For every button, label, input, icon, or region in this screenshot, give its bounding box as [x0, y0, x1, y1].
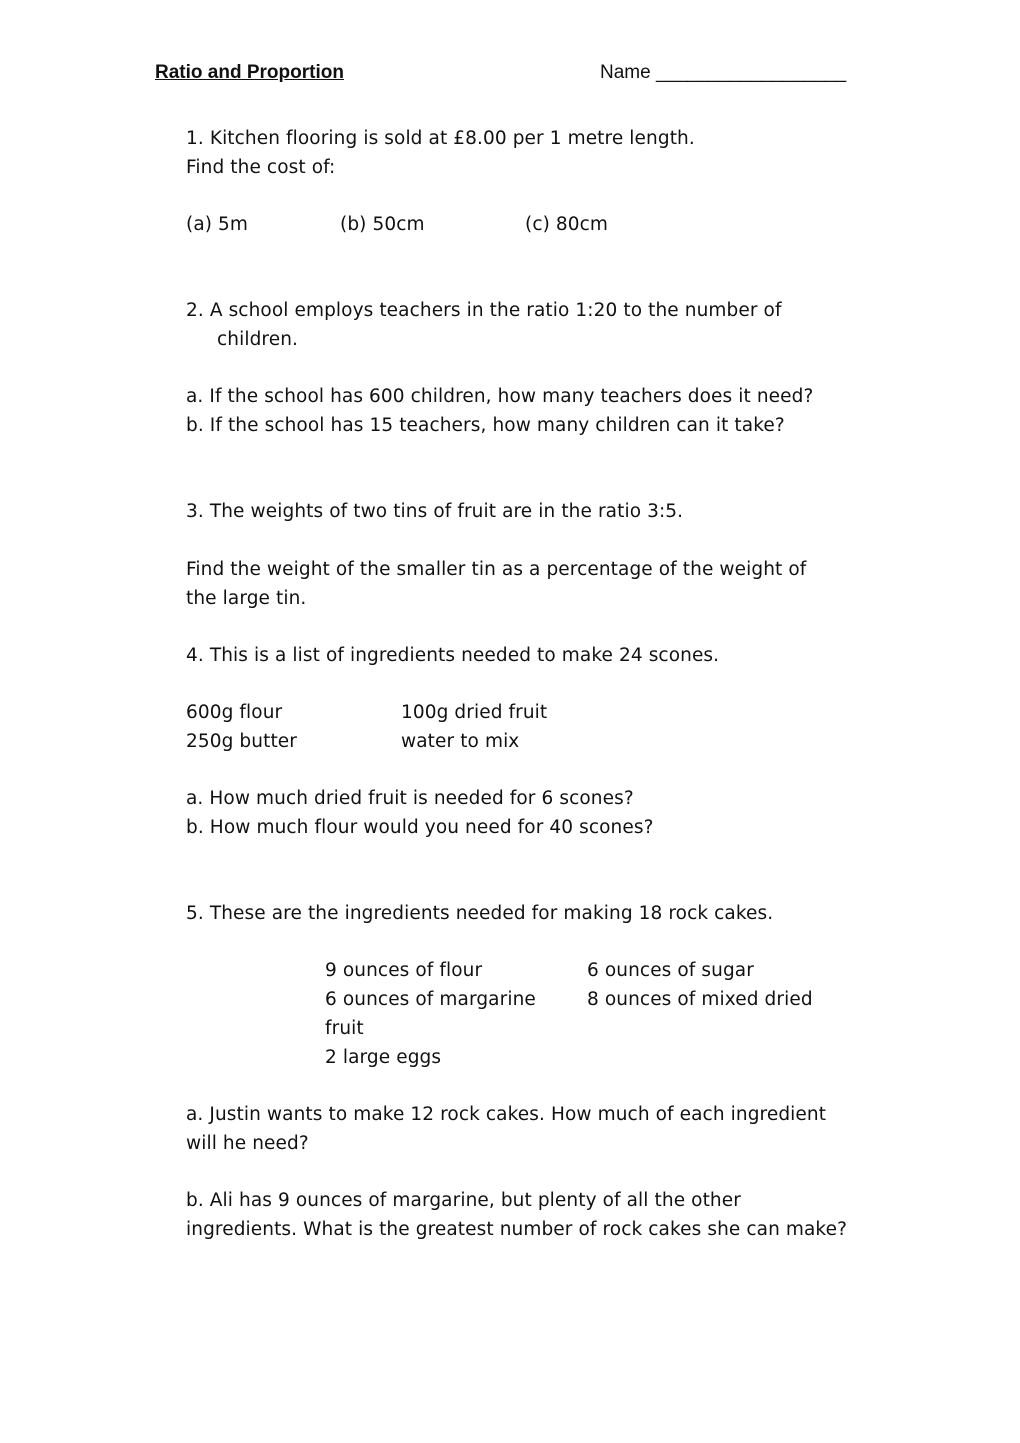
name-field[interactable]: Name __________________: [600, 62, 847, 83]
q3-text: 3. The weights of two tins of fruit are in the ratio 3:5.: [186, 501, 684, 522]
q1-part-b: (b) 50cm: [340, 214, 425, 235]
q3-prompt: Find the weight of the smaller tin as a percentage of the weight of: [186, 559, 807, 580]
q5-text: 5. These are the ingredients needed for making 18 rock cakes.: [186, 903, 774, 924]
q1-part-c: (c) 80cm: [525, 214, 609, 235]
q2-part-a: a. If the school has 600 children, how many teachers does it need?: [186, 386, 814, 407]
q5-ingredient: 9 ounces of flour: [325, 960, 483, 981]
q4-part-b: b. How much flour would you need for 40 scones?: [186, 817, 654, 838]
q4-ingredient: 100g dried fruit: [401, 702, 548, 723]
q2-part-b: b. If the school has 15 teachers, how many children can it take?: [186, 415, 785, 436]
q5-ingredient: 8 ounces of mixed dried: [587, 989, 813, 1010]
q5-ingredient: 6 ounces of margarine: [325, 989, 536, 1010]
q5-part-a-cont: will he need?: [186, 1133, 309, 1154]
q2-text-cont: children.: [217, 329, 299, 350]
q3-prompt-cont: the large tin.: [186, 588, 307, 609]
q4-ingredient: water to mix: [401, 731, 520, 752]
q5-part-b: b. Ali has 9 ounces of margarine, but plenty of all the other: [186, 1190, 741, 1211]
q5-ingredient: 6 ounces of sugar: [587, 960, 754, 981]
q1-text: 1. Kitchen flooring is sold at £8.00 per 1 metre length.: [186, 128, 695, 149]
q5-ingredient-cont: fruit: [325, 1018, 364, 1039]
q2-text: 2. A school employs teachers in the ratio 1:20 to the number of: [186, 300, 782, 321]
q1-prompt: Find the cost of:: [186, 157, 336, 178]
q4-ingredient: 600g flour: [186, 702, 283, 723]
q4-ingredient: 250g butter: [186, 731, 297, 752]
q5-part-a: a. Justin wants to make 12 rock cakes. How much of each ingredient: [186, 1104, 827, 1125]
worksheet-title: Ratio and Proportion: [155, 62, 344, 83]
q4-text: 4. This is a list of ingredients needed to make 24 scones.: [186, 645, 720, 666]
q5-part-b-cont: ingredients. What is the greatest number of rock cakes she can make?: [186, 1219, 847, 1240]
q1-part-a: (a) 5m: [186, 214, 249, 235]
q4-part-a: a. How much dried fruit is needed for 6 scones?: [186, 788, 634, 809]
q5-ingredient: 2 large eggs: [325, 1047, 442, 1068]
